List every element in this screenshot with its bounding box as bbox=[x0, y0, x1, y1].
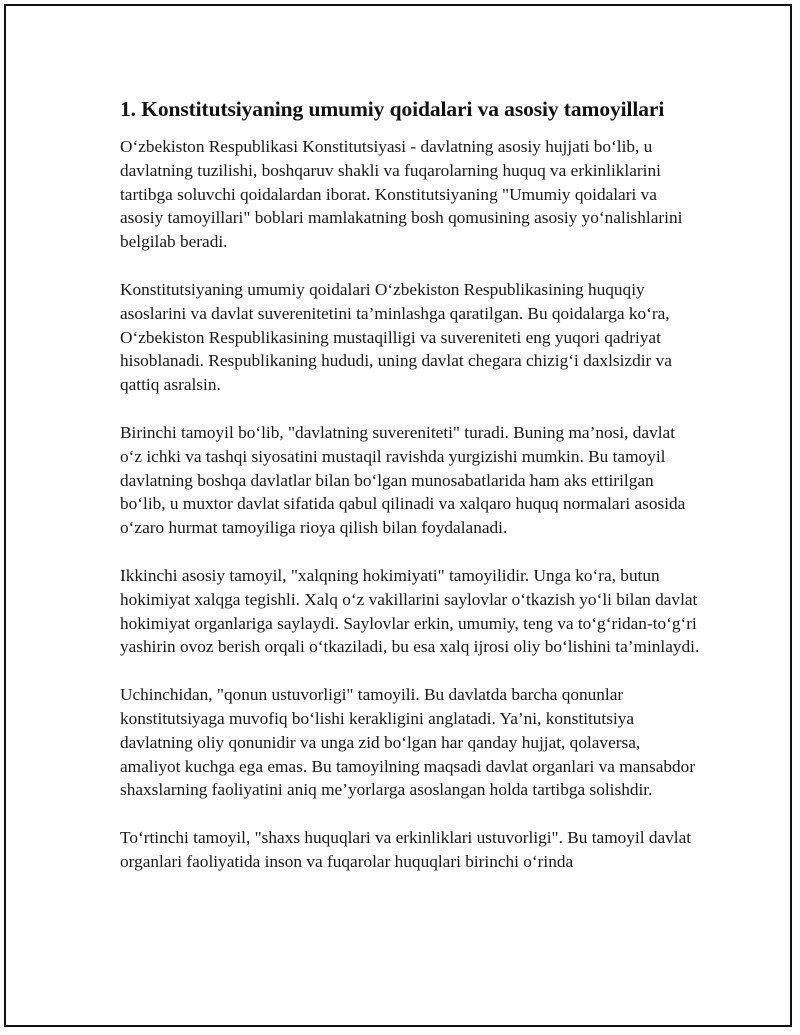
paragraph-3: Birinchi tamoyil bo‘lib, "davlatning suvereniteti" turadi. Buning ma’nosi, davlat o‘z ichki va tashqi siyosatini mustaqil ravishda yurgizishi mumkin. Bu tamoyil davlatning boshqa davlatlar bilan bo‘lgan munosabatlarida ham aks ettirilgan bo‘lib, u muxtor davlat sifatida qabul qilinadi va xalqaro huquq normalari asosida o‘zaro hurmat tamoyiliga rioya qilish bilan foydalanadi. bbox=[120, 422, 686, 538]
paragraph-1: O‘zbekiston Respublikasi Konstitutsiyasi - davlatning asosiy hujjati bo‘lib, u davlatning tuzilishi, boshqaruv shakli va fuqarolarning huquq va erkinliklarini tartibga soluvchi qoidalardan iborat. Konstitutsiyaning "Umumiy qoidalari va asosiy tamoyillari" boblari mamlakatning bosh qomusining asosiy yo‘nalishlarini belgilab beradi. bbox=[120, 137, 683, 252]
paragraph-6: To‘rtinchi tamoyil, "shaxs huquqlari va erkinliklari ustuvorligi". Bu tamoyil davlat organlari faoliyatida inson va fuqarolar huquqlari birinchi o‘rinda bbox=[120, 828, 692, 871]
paragraph-5: Uchinchidan, "qonun ustuvorligi" tamoyili. Bu davlatda barcha qonunlar konstitutsiyaga muvofiq bo‘lishi kerakligini anglatadi. Ya’ni, konstitutsiya davlatning oliy qonunidir va unga zid bo‘lgan har qanday hujjat, qolaversa, amaliyot kuchga ega emas. Bu tamoyilning maqsadi davlat organlari va mansabdor shaxslarning faoliyatini aniq me’yorlarga asoslangan holda tartibga solishdir. bbox=[120, 685, 696, 800]
document-page bbox=[4, 4, 792, 1027]
paragraph-2: Konstitutsiyaning umumiy qoidalari O‘zbekiston Respublikasining huquqiy asoslarini va davlat suverenitetini ta’minlashga qaratilgan. Bu qoidalarga ko‘ra, O‘zbekiston Respublikasining mustaqilligi va suvereniteti eng yuqori qadriyat hisoblanadi. Respublikaning hududi, uning davlat chegara chizig‘i daxlsizdir va qattiq asralsin. bbox=[120, 279, 672, 395]
section-title: 1. Konstitutsiyaning umumiy qoidalari va asosiy tamoyillari bbox=[120, 97, 665, 121]
document-body bbox=[120, 94, 700, 898]
paragraph-4: Ikkinchi asosiy tamoyil, "xalqning hokimiyati" tamoyilidir. Unga ko‘ra, butun hokimiyat xalqga tegishli. Xalq o‘z vakillarini saylovlar o‘tkazish yo‘li bilan davlat hokimiyat organlariga saylaydi. Saylovlar erkin, umumiy, teng va to‘g‘ridan-to‘g‘ri yashirin ovoz berish orqali o‘tkaziladi, bu esa xalq ijrosi oliy bo‘lishini ta’minlaydi. bbox=[120, 565, 700, 657]
